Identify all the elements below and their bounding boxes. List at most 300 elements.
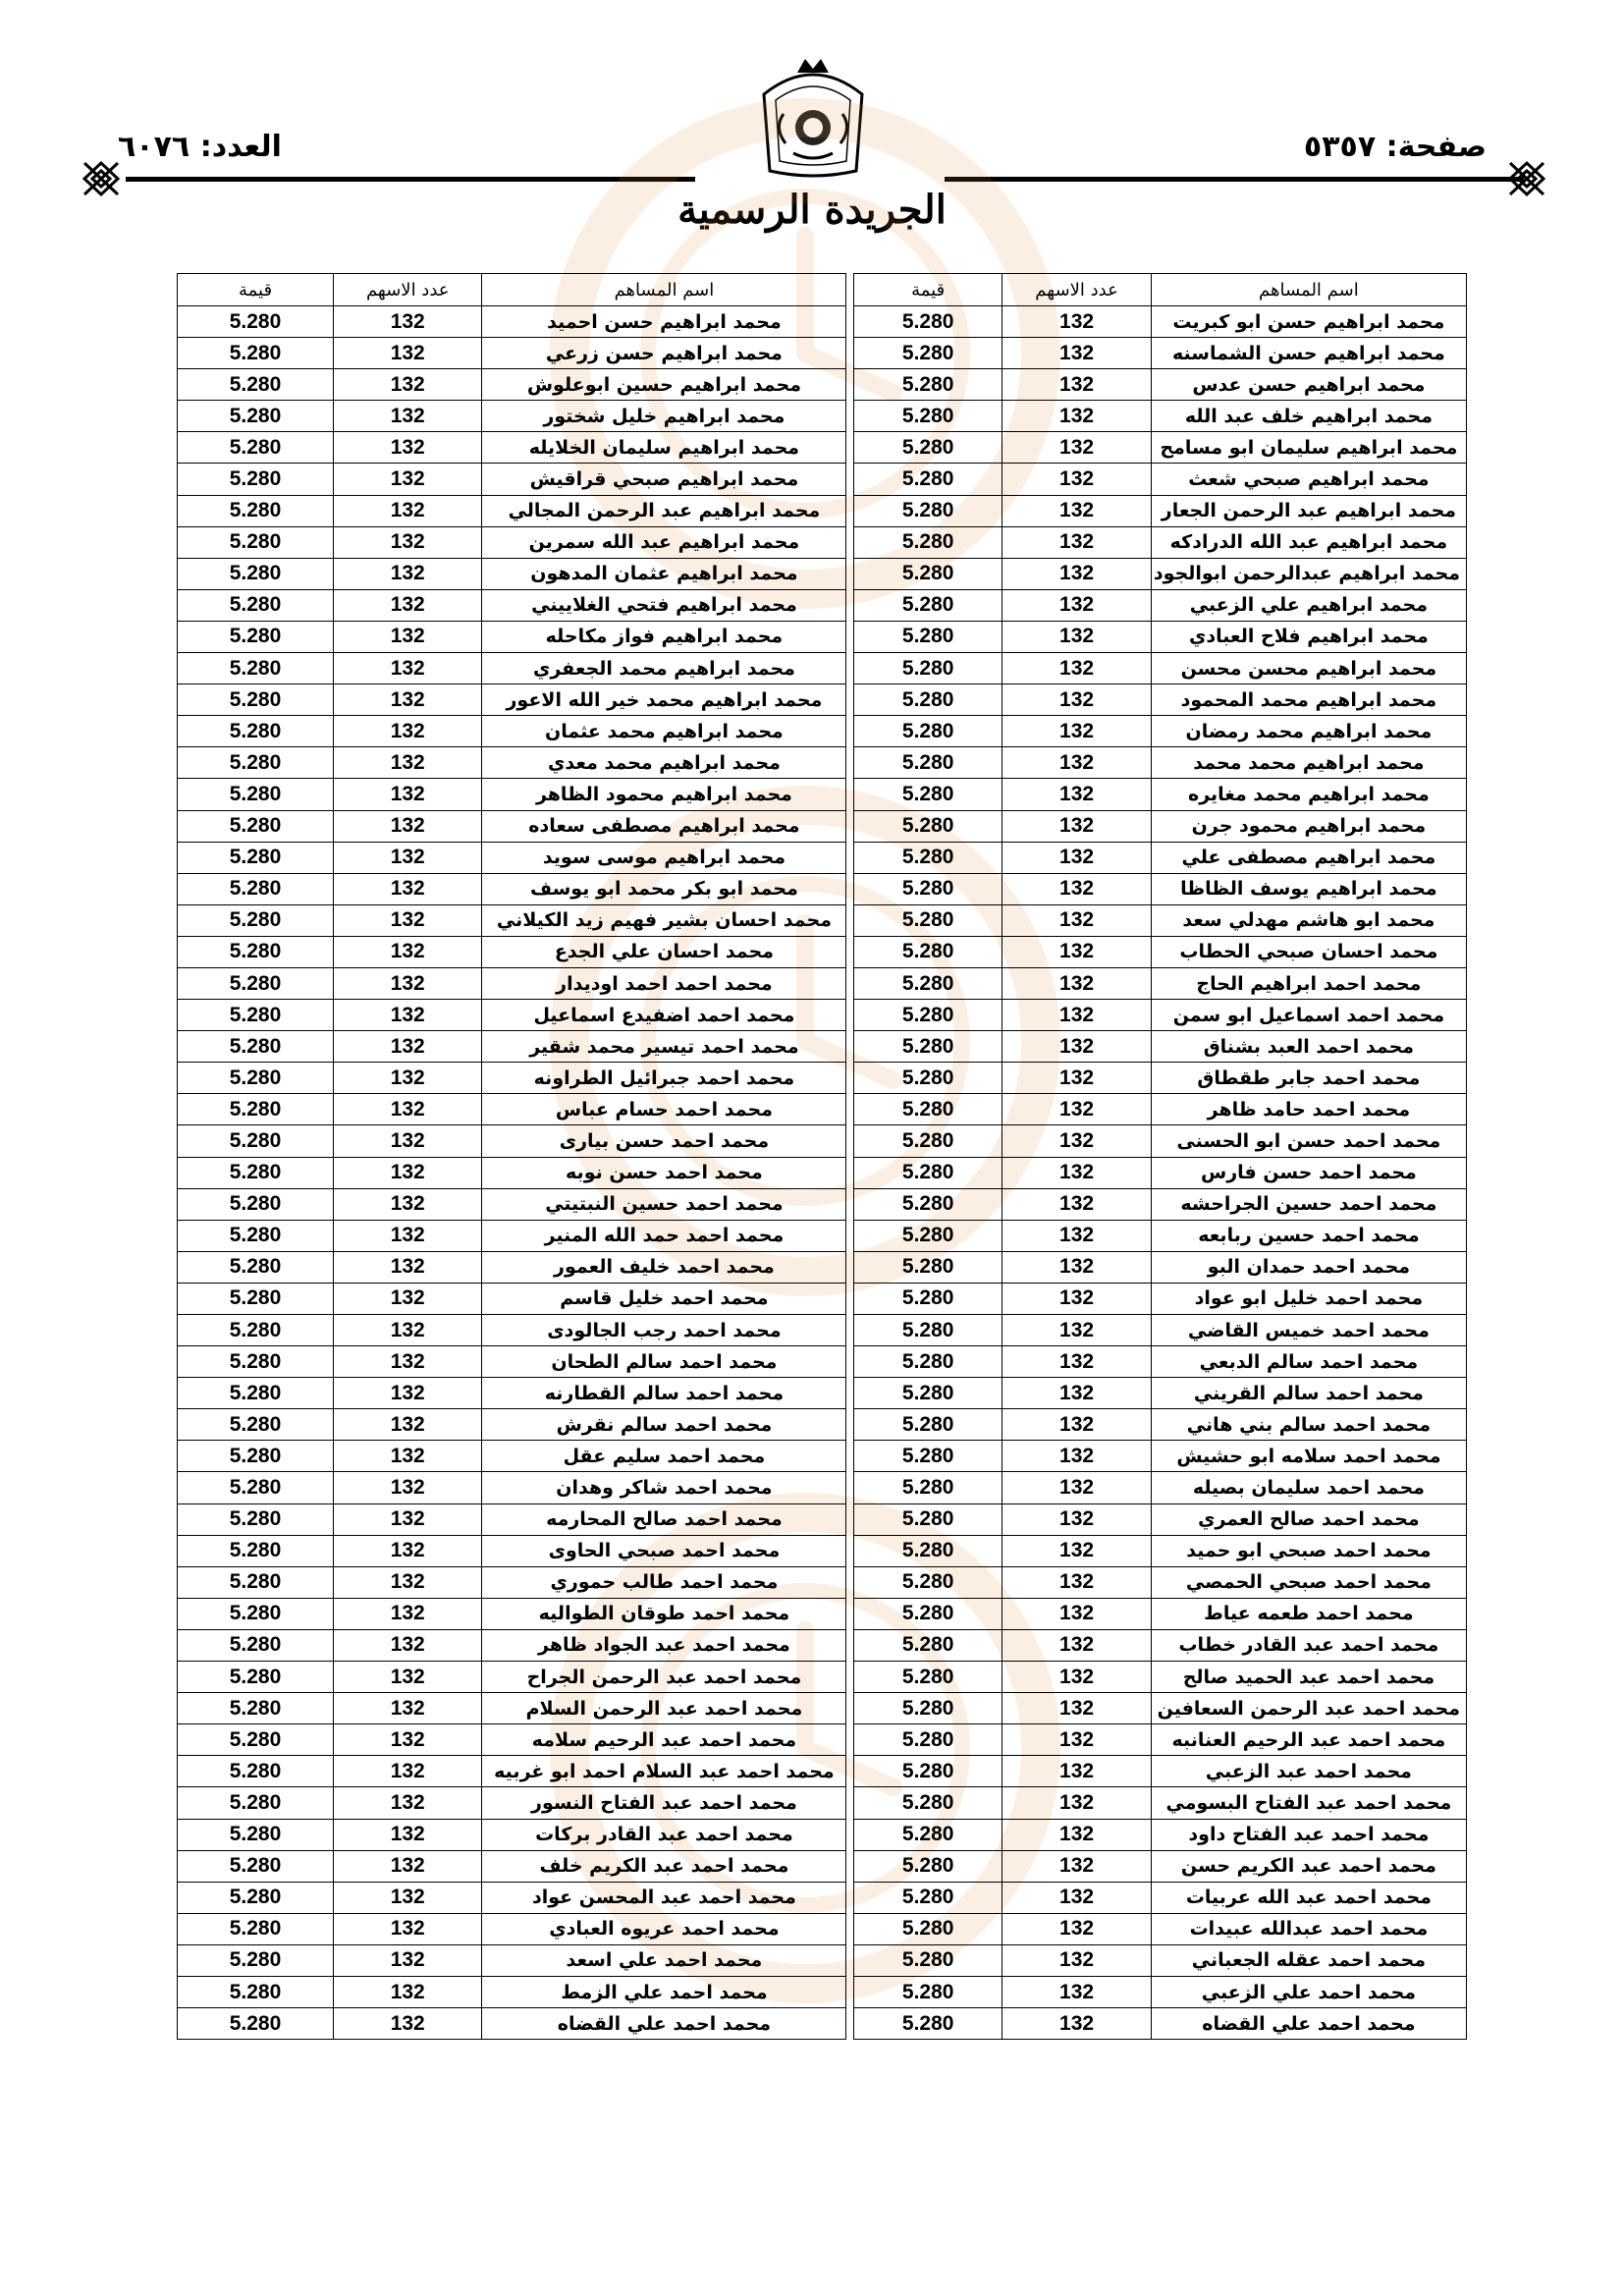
share-count: 132 (334, 1251, 482, 1283)
share-count: 132 (334, 716, 482, 747)
share-value: 5.280 (853, 1378, 1001, 1409)
share-count: 132 (334, 1472, 482, 1503)
share-value: 5.280 (178, 1031, 334, 1063)
column-header-shares: عدد الاسهم (334, 274, 482, 306)
share-count: 132 (334, 936, 482, 967)
shareholder-name: محمد احمد علي الزعبي (1151, 1976, 1466, 2007)
share-value: 5.280 (853, 967, 1001, 999)
issue-number: العدد: ٦٠٧٦ (118, 130, 282, 164)
share-value: 5.280 (853, 401, 1001, 432)
shareholder-name: محمد ابراهيم عثمان المدهون (482, 558, 846, 589)
table-row (178, 464, 1467, 495)
share-value: 5.280 (853, 1787, 1001, 1819)
share-value: 5.280 (853, 1283, 1001, 1314)
table-row (178, 873, 1467, 904)
share-value: 5.280 (853, 1031, 1001, 1063)
shareholder-name: محمد ابراهيم يوسف الظاظا (1151, 873, 1466, 904)
column-header-value: قيمة (178, 274, 334, 306)
page-number: صفحة: ٥٣٥٧ (1303, 130, 1487, 164)
column-separator (846, 589, 854, 621)
share-value: 5.280 (178, 1094, 334, 1125)
share-count: 132 (1002, 1063, 1151, 1094)
share-count: 132 (1002, 1188, 1151, 1220)
column-separator (846, 842, 854, 873)
column-separator (846, 810, 854, 842)
shareholder-name: محمد احمد عريوه العبادي (482, 1913, 846, 1944)
shareholder-name: محمد ابراهيم محمد الجعفري (482, 653, 846, 684)
share-value: 5.280 (853, 1346, 1001, 1378)
share-value: 5.280 (178, 1944, 334, 1976)
share-value: 5.280 (178, 653, 334, 684)
share-count: 132 (1002, 810, 1151, 842)
header-rule-left (126, 177, 695, 182)
shareholder-name: محمد احمد جبرائيل الطراونه (482, 1063, 846, 1094)
table-row (178, 1063, 1467, 1094)
shareholder-name: محمد احمد حسين النبتيتي (482, 1188, 846, 1220)
share-value: 5.280 (178, 1598, 334, 1629)
column-separator (846, 1819, 854, 1850)
shareholder-name: محمد احمد حسن نوبه (482, 1157, 846, 1188)
share-count: 132 (1002, 621, 1151, 652)
shareholder-name: محمد ابراهيم سليمان الخلايله (482, 432, 846, 464)
column-separator (846, 936, 854, 967)
table-row (178, 1409, 1467, 1441)
column-separator (846, 1566, 854, 1598)
column-separator (846, 306, 854, 338)
column-separator (846, 1031, 854, 1063)
share-value: 5.280 (853, 432, 1001, 464)
share-count: 132 (1002, 1913, 1151, 1944)
shareholder-name: محمد احمد تيسير محمد شقير (482, 1031, 846, 1063)
share-count: 132 (1002, 747, 1151, 779)
column-separator (846, 873, 854, 904)
share-value: 5.280 (178, 338, 334, 369)
share-count: 132 (1002, 1503, 1151, 1535)
gazette-title: الجريدة الرسمية (677, 187, 947, 233)
share-value: 5.280 (178, 684, 334, 716)
share-value: 5.280 (178, 1188, 334, 1220)
share-count: 132 (334, 1503, 482, 1535)
share-count: 132 (334, 1220, 482, 1251)
shareholder-name: محمد احمد سالم نقرش (482, 1409, 846, 1441)
share-value: 5.280 (178, 1378, 334, 1409)
shareholder-name: محمد احمد اسماعيل ابو سمن (1151, 1000, 1466, 1031)
share-count: 132 (334, 1409, 482, 1441)
column-header-value: قيمة (853, 274, 1001, 306)
share-value: 5.280 (853, 1944, 1001, 1976)
table-row (178, 526, 1467, 558)
share-count: 132 (1002, 1693, 1151, 1724)
column-separator (846, 1693, 854, 1724)
share-value: 5.280 (178, 369, 334, 401)
shareholder-name: محمد احمد عبد الكريم حسن (1151, 1850, 1466, 1882)
column-separator (846, 1944, 854, 1976)
share-count: 132 (1002, 2008, 1151, 2040)
shareholder-name: محمد احمد سالم بني هاني (1151, 1409, 1466, 1441)
share-value: 5.280 (178, 873, 334, 904)
share-count: 132 (1002, 1882, 1151, 1913)
share-count: 132 (1002, 495, 1151, 526)
share-count: 132 (1002, 873, 1151, 904)
share-value: 5.280 (178, 1251, 334, 1283)
shareholder-name: محمد احمد عبد الرحمن السلام (482, 1693, 846, 1724)
share-count: 132 (334, 1157, 482, 1188)
share-value: 5.280 (178, 716, 334, 747)
table-row (178, 589, 1467, 621)
shareholder-name: محمد احمد سالم الطحان (482, 1346, 846, 1378)
shareholder-name: محمد احمد سليم عقل (482, 1441, 846, 1472)
shareholder-name: محمد ابو هاشم مهدلي سعد (1151, 904, 1466, 936)
share-value: 5.280 (853, 1157, 1001, 1188)
column-header-shares: عدد الاسهم (1002, 274, 1151, 306)
table-row (178, 716, 1467, 747)
share-value: 5.280 (853, 338, 1001, 369)
share-value: 5.280 (853, 1503, 1001, 1535)
share-value: 5.280 (853, 1094, 1001, 1125)
share-value: 5.280 (178, 779, 334, 810)
shareholder-name: محمد ابراهيم محمد عثمان (482, 716, 846, 747)
share-value: 5.280 (178, 1000, 334, 1031)
shareholder-name: محمد ابراهيم صبحي شعث (1151, 464, 1466, 495)
share-count: 132 (334, 464, 482, 495)
shareholder-name: محمد ابراهيم حسن احميد (482, 306, 846, 338)
shareholder-name: محمد ابراهيم محمود الظاهر (482, 779, 846, 810)
share-value: 5.280 (853, 1756, 1001, 1787)
share-value: 5.280 (178, 1441, 334, 1472)
shareholder-name: محمد ابراهيم محمد المحمود (1151, 684, 1466, 716)
table-row (178, 1724, 1467, 1756)
share-count: 132 (1002, 1031, 1151, 1063)
share-value: 5.280 (853, 1662, 1001, 1693)
column-separator (846, 1629, 854, 1661)
column-separator (846, 779, 854, 810)
share-count: 132 (1002, 779, 1151, 810)
shareholder-name: محمد ابراهيم فواز مكاحله (482, 621, 846, 652)
table-row (178, 558, 1467, 589)
shareholder-name: محمد ابراهيم حسين ابوعلوش (482, 369, 846, 401)
share-value: 5.280 (853, 1472, 1001, 1503)
share-count: 132 (1002, 1346, 1151, 1378)
shareholder-name: محمد احمد عبد الجواد ظاهر (482, 1629, 846, 1661)
shareholder-name: محمد ابراهيم حسن عدس (1151, 369, 1466, 401)
shareholder-name: محمد احمد احمد اوديدار (482, 967, 846, 999)
shareholder-name: محمد ابراهيم فتحي الغلاييني (482, 589, 846, 621)
share-value: 5.280 (853, 1629, 1001, 1661)
share-count: 132 (334, 1566, 482, 1598)
shareholder-name: محمد احمد حمدان البو (1151, 1251, 1466, 1283)
shareholder-name: محمد احمد سلامه ابو حشيش (1151, 1441, 1466, 1472)
share-value: 5.280 (178, 1850, 334, 1882)
shareholder-name: محمد احمد حسن ابو الحسنى (1151, 1125, 1466, 1157)
table-row (178, 338, 1467, 369)
share-value: 5.280 (853, 589, 1001, 621)
share-value: 5.280 (853, 526, 1001, 558)
share-value: 5.280 (178, 1535, 334, 1566)
column-separator (846, 621, 854, 652)
share-value: 5.280 (178, 1724, 334, 1756)
share-count: 132 (1002, 1094, 1151, 1125)
column-separator (846, 1000, 854, 1031)
column-separator (846, 338, 854, 369)
share-count: 132 (334, 1283, 482, 1314)
share-value: 5.280 (853, 1220, 1001, 1251)
table-row (178, 1094, 1467, 1125)
share-value: 5.280 (178, 1409, 334, 1441)
table-row (178, 1976, 1467, 2007)
shareholder-name: محمد احسان علي الجدع (482, 936, 846, 967)
share-value: 5.280 (853, 1976, 1001, 2007)
share-count: 132 (1002, 338, 1151, 369)
shareholder-name: محمد احسان صبحي الحطاب (1151, 936, 1466, 967)
shareholder-name: محمد ابراهيم سليمان ابو مسامح (1151, 432, 1466, 464)
shareholder-name: محمد احمد صالح العمري (1151, 1503, 1466, 1535)
column-separator (846, 1472, 854, 1503)
share-count: 132 (1002, 369, 1151, 401)
share-value: 5.280 (853, 1409, 1001, 1441)
share-value: 5.280 (178, 1315, 334, 1346)
table-row (178, 779, 1467, 810)
share-value: 5.280 (178, 464, 334, 495)
shareholder-name: محمد احمد عبد الزعبي (1151, 1756, 1466, 1787)
share-count: 132 (334, 1724, 482, 1756)
table-row (178, 1188, 1467, 1220)
share-count: 132 (1002, 432, 1151, 464)
share-value: 5.280 (853, 1724, 1001, 1756)
share-value: 5.280 (853, 747, 1001, 779)
share-value: 5.280 (178, 1787, 334, 1819)
share-value: 5.280 (178, 589, 334, 621)
table-row (178, 1157, 1467, 1188)
shareholder-name: محمد ابراهيم علي الزعبي (1151, 589, 1466, 621)
shareholder-name: محمد ابراهيم خلف عبد الله (1151, 401, 1466, 432)
shareholder-name: محمد احمد طوقان الطواليه (482, 1598, 846, 1629)
share-value: 5.280 (853, 936, 1001, 967)
share-count: 132 (1002, 1756, 1151, 1787)
table-row (178, 684, 1467, 716)
share-value: 5.280 (178, 526, 334, 558)
share-count: 132 (334, 1315, 482, 1346)
table-row (178, 936, 1467, 967)
shareholder-name: محمد احمد عبدالله عبيدات (1151, 1913, 1466, 1944)
share-count: 132 (1002, 1662, 1151, 1693)
column-separator (846, 1063, 854, 1094)
share-count: 132 (334, 1094, 482, 1125)
share-count: 132 (1002, 653, 1151, 684)
shareholder-name: محمد احمد صبحي ابو حميد (1151, 1535, 1466, 1566)
table-row (178, 621, 1467, 652)
share-value: 5.280 (178, 1756, 334, 1787)
table-row (178, 1220, 1467, 1251)
share-count: 132 (1002, 401, 1151, 432)
share-count: 132 (1002, 684, 1151, 716)
shareholder-name: محمد احمد عبد الرحيم سلامه (482, 1724, 846, 1756)
column-separator (846, 1094, 854, 1125)
column-separator (846, 747, 854, 779)
share-value: 5.280 (853, 1000, 1001, 1031)
share-count: 132 (334, 1913, 482, 1944)
column-separator (846, 1283, 854, 1314)
share-count: 132 (1002, 558, 1151, 589)
share-count: 132 (334, 904, 482, 936)
share-count: 132 (334, 1976, 482, 2007)
column-separator (846, 369, 854, 401)
shareholder-name: محمد احمد عبد المحسن عواد (482, 1882, 846, 1913)
share-value: 5.280 (178, 1662, 334, 1693)
share-value: 5.280 (853, 1850, 1001, 1882)
share-count: 132 (334, 401, 482, 432)
shareholder-name: محمد ابراهيم فلاح العبادي (1151, 621, 1466, 652)
share-value: 5.280 (853, 1535, 1001, 1566)
column-separator (846, 464, 854, 495)
table-row (178, 1503, 1467, 1535)
share-value: 5.280 (178, 1346, 334, 1378)
share-value: 5.280 (853, 873, 1001, 904)
page-header (0, 0, 1624, 255)
share-count: 132 (334, 1944, 482, 1976)
shareholder-name: محمد احمد علي اسعد (482, 1944, 846, 1976)
share-count: 132 (1002, 1787, 1151, 1819)
table-row (178, 1346, 1467, 1378)
column-separator (846, 1346, 854, 1378)
share-count: 132 (1002, 936, 1151, 967)
share-count: 132 (334, 1693, 482, 1724)
share-value: 5.280 (853, 306, 1001, 338)
table-header-row (178, 274, 1467, 306)
shareholder-name: محمد ابراهيم مصطفى سعاده (482, 810, 846, 842)
column-separator (846, 1315, 854, 1346)
column-separator (846, 1850, 854, 1882)
shareholder-name: محمد ابراهيم موسى سويد (482, 842, 846, 873)
shareholder-name: محمد ابراهيم صبحي قراقيش (482, 464, 846, 495)
share-value: 5.280 (178, 1220, 334, 1251)
share-value: 5.280 (178, 306, 334, 338)
share-count: 132 (334, 2008, 482, 2040)
share-count: 132 (334, 432, 482, 464)
shareholder-name: محمد احمد حسن فارس (1151, 1157, 1466, 1188)
column-separator (846, 274, 854, 306)
share-value: 5.280 (178, 495, 334, 526)
share-value: 5.280 (178, 936, 334, 967)
share-count: 132 (334, 1346, 482, 1378)
share-value: 5.280 (178, 747, 334, 779)
shareholder-name: محمد احمد سالم الدبعي (1151, 1346, 1466, 1378)
shareholder-name: محمد احمد خليل قاسم (482, 1283, 846, 1314)
share-count: 132 (1002, 1850, 1151, 1882)
shareholder-name: محمد احمد حمد الله المنير (482, 1220, 846, 1251)
shareholder-name: محمد احمد خليل ابو عواد (1151, 1283, 1466, 1314)
share-count: 132 (334, 1662, 482, 1693)
shareholder-name: محمد احمد عبد القادر خطاب (1151, 1629, 1466, 1661)
coat-of-arms-icon (754, 55, 872, 183)
share-count: 132 (334, 653, 482, 684)
table-row (178, 1535, 1467, 1566)
share-count: 132 (334, 369, 482, 401)
share-value: 5.280 (178, 1882, 334, 1913)
column-separator (846, 1441, 854, 1472)
share-count: 132 (1002, 1441, 1151, 1472)
share-value: 5.280 (853, 1125, 1001, 1157)
column-separator (846, 1220, 854, 1251)
shareholder-name: محمد ابراهيم حسن الشماسنه (1151, 338, 1466, 369)
table-row (178, 653, 1467, 684)
shareholder-name: محمد احمد عبد السلام احمد ابو غربيه (482, 1756, 846, 1787)
share-count: 132 (1002, 1976, 1151, 2007)
column-separator (846, 1535, 854, 1566)
shareholder-name: محمد احمد عبد الحميد صالح (1151, 1662, 1466, 1693)
share-count: 132 (1002, 464, 1151, 495)
shareholder-name: محمد احمد صبحي الحاوى (482, 1535, 846, 1566)
shareholder-name: محمد احمد حسين ربابعه (1151, 1220, 1466, 1251)
column-separator (846, 684, 854, 716)
share-value: 5.280 (853, 810, 1001, 842)
table-row (178, 1000, 1467, 1031)
shareholder-name: محمد احمد سالم القريني (1151, 1378, 1466, 1409)
table-row (178, 1693, 1467, 1724)
share-value: 5.280 (178, 904, 334, 936)
share-value: 5.280 (853, 684, 1001, 716)
shareholder-name: محمد احمد عبد الرحمن السعافين (1151, 1693, 1466, 1724)
share-count: 132 (334, 621, 482, 652)
share-count: 132 (1002, 1472, 1151, 1503)
table-row (178, 904, 1467, 936)
shareholder-name: محمد احمد العبد بشناق (1151, 1031, 1466, 1063)
share-count: 132 (1002, 967, 1151, 999)
share-value: 5.280 (178, 1566, 334, 1598)
share-count: 132 (1002, 716, 1151, 747)
shareholder-name: محمد احمد شاكر وهدان (482, 1472, 846, 1503)
table-row (178, 306, 1467, 338)
column-separator (846, 1125, 854, 1157)
shareholder-name: محمد احمد رجب الجالودى (482, 1315, 846, 1346)
share-count: 132 (334, 1756, 482, 1787)
shareholder-name: محمد احمد خليف العمور (482, 1251, 846, 1283)
share-count: 132 (334, 1850, 482, 1882)
share-count: 132 (1002, 589, 1151, 621)
shareholder-name: محمد ابراهيم محمد خير الله الاعور (482, 684, 846, 716)
share-value: 5.280 (853, 1188, 1001, 1220)
table-row (178, 747, 1467, 779)
share-value: 5.280 (853, 1441, 1001, 1472)
share-value: 5.280 (178, 1976, 334, 2007)
shareholder-name: محمد ابراهيم محمود جرن (1151, 810, 1466, 842)
shareholder-name: محمد ابراهيم خليل شختور (482, 401, 846, 432)
share-count: 132 (334, 526, 482, 558)
share-value: 5.280 (853, 1598, 1001, 1629)
share-count: 132 (334, 495, 482, 526)
share-value: 5.280 (178, 1063, 334, 1094)
shareholder-name: محمد احمد صالح المحارمه (482, 1503, 846, 1535)
table-row (178, 1472, 1467, 1503)
table-row (178, 810, 1467, 842)
share-value: 5.280 (853, 1315, 1001, 1346)
shareholder-name: محمد احمد عقله الجعباني (1151, 1944, 1466, 1976)
column-separator (846, 1188, 854, 1220)
shareholders-table (177, 273, 1467, 2040)
shareholder-name: محمد احمد طالب حموري (482, 1566, 846, 1598)
share-value: 5.280 (853, 1913, 1001, 1944)
share-count: 132 (1002, 1000, 1151, 1031)
share-count: 132 (1002, 526, 1151, 558)
share-count: 132 (334, 842, 482, 873)
share-value: 5.280 (178, 1693, 334, 1724)
share-value: 5.280 (178, 621, 334, 652)
shareholder-name: محمد احمد عبد الرحمن الجراح (482, 1662, 846, 1693)
table-body (178, 306, 1467, 2040)
column-separator (846, 2008, 854, 2040)
share-value: 5.280 (853, 495, 1001, 526)
shareholder-name: محمد ابراهيم محمد رمضان (1151, 716, 1466, 747)
shareholder-name: محمد احمد عبد الفتاح داود (1151, 1819, 1466, 1850)
